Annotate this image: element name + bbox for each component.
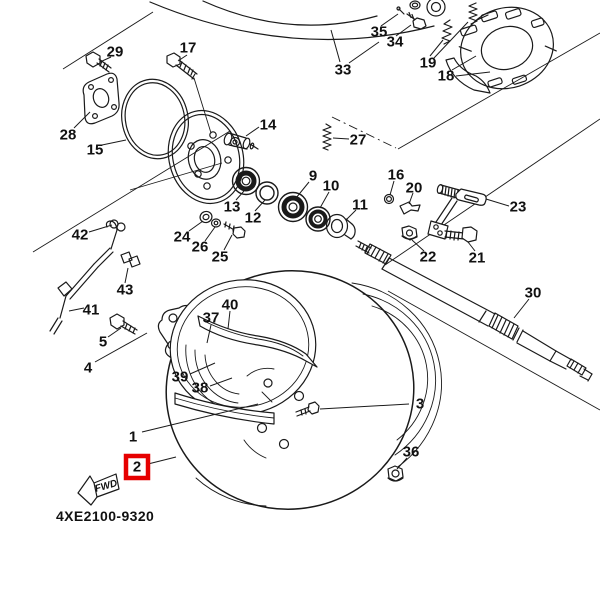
part-callout-1[interactable]: 1 [128, 428, 138, 446]
part-callout-30[interactable]: 30 [524, 284, 542, 302]
part-callout-37[interactable]: 37 [202, 309, 220, 327]
part-callout-12[interactable]: 12 [244, 209, 262, 227]
callout-layer [60, 14, 542, 478]
part-callout-29[interactable]: 29 [106, 43, 124, 61]
bolt-21-graphic [445, 227, 477, 242]
spring-27-graphic [323, 124, 331, 150]
gasket-28-graphic [83, 73, 119, 124]
clip-20-graphic [400, 202, 420, 214]
leader-line-33 [349, 42, 379, 63]
fwd-arrow [78, 474, 119, 505]
part-callout-21[interactable]: 21 [468, 249, 486, 267]
leader-line-42 [89, 225, 112, 232]
nut-22-graphic [402, 226, 417, 240]
part-callout-14[interactable]: 14 [259, 116, 277, 134]
backing-plate-graphic [159, 102, 254, 211]
part-callout-25[interactable]: 25 [211, 248, 229, 266]
collar-11-graphic [327, 215, 356, 240]
leader-line-2 [148, 457, 176, 464]
o-ring-16-graphic [385, 195, 394, 204]
part-callout-35[interactable]: 35 [370, 23, 388, 41]
part-callout-9[interactable]: 9 [308, 167, 318, 185]
leader-line-5 [108, 328, 121, 337]
shoe-plate-small-parts-33-34-35 [397, 0, 445, 29]
part-callout-3[interactable]: 3 [415, 395, 425, 413]
bearing-13-graphic [233, 168, 260, 195]
part-callout-27[interactable]: 27 [349, 131, 367, 149]
part-callout-22[interactable]: 22 [419, 248, 437, 266]
leader-line-24 [189, 221, 203, 231]
part-callout-43[interactable]: 43 [116, 281, 134, 299]
part-callout-20[interactable]: 20 [405, 179, 423, 197]
part-callout-13[interactable]: 13 [223, 198, 241, 216]
bearing-9-graphic [279, 193, 308, 222]
leader-line-33 [331, 30, 340, 62]
washer-12-graphic [256, 182, 278, 204]
leader-line-30 [514, 299, 529, 318]
leader-line-14 [246, 127, 259, 136]
part-callout-10[interactable]: 10 [322, 177, 340, 195]
wheel-stud-3-graphic [296, 402, 319, 416]
bolt-25-graphic [224, 222, 245, 238]
part-callout-17[interactable]: 17 [179, 39, 197, 57]
part-callout-38[interactable]: 38 [191, 379, 209, 397]
fwd-label: FWD [93, 478, 119, 495]
part-callout-39[interactable]: 39 [171, 368, 189, 386]
brake-shoes-graphic [442, 0, 564, 101]
part-callout-18[interactable]: 18 [437, 67, 455, 85]
part-callout-2[interactable]: 2 [132, 458, 142, 476]
leader-line-28 [74, 112, 90, 128]
lock-washer-26-graphic [212, 219, 221, 227]
part-callout-26[interactable]: 26 [191, 238, 209, 256]
tire-graphic [144, 248, 442, 532]
part-callout-24[interactable]: 24 [173, 228, 191, 246]
part-callout-19[interactable]: 19 [419, 54, 437, 72]
part-callout-23[interactable]: 23 [509, 198, 527, 216]
part-callout-36[interactable]: 36 [402, 443, 420, 461]
part-callout-40[interactable]: 40 [221, 296, 239, 314]
part-callout-4[interactable]: 4 [83, 359, 93, 377]
bolt-5-graphic [110, 314, 137, 334]
pin-14-graphic [223, 132, 258, 149]
leader-line-27 [333, 138, 349, 139]
leader-line-3 [320, 404, 409, 409]
part-callout-41[interactable]: 41 [82, 301, 100, 319]
leader-line-15 [102, 140, 126, 145]
part-callout-28[interactable]: 28 [59, 126, 77, 144]
part-callout-33[interactable]: 33 [334, 61, 352, 79]
nut-36-graphic [388, 466, 403, 481]
part-callout-42[interactable]: 42 [71, 226, 89, 244]
part-callout-11[interactable]: 11 [352, 196, 368, 214]
o-ring-15-graphic [114, 73, 195, 165]
brake-spring-19b [469, 3, 477, 24]
part-callout-34[interactable]: 34 [386, 33, 404, 51]
leader-line-23 [486, 199, 509, 206]
diagram-code: 4XE2100-9320 [56, 508, 155, 524]
part-callout-5[interactable]: 5 [98, 333, 108, 351]
part-callout-16[interactable]: 16 [387, 166, 405, 184]
part-callout-15[interactable]: 15 [86, 141, 104, 159]
